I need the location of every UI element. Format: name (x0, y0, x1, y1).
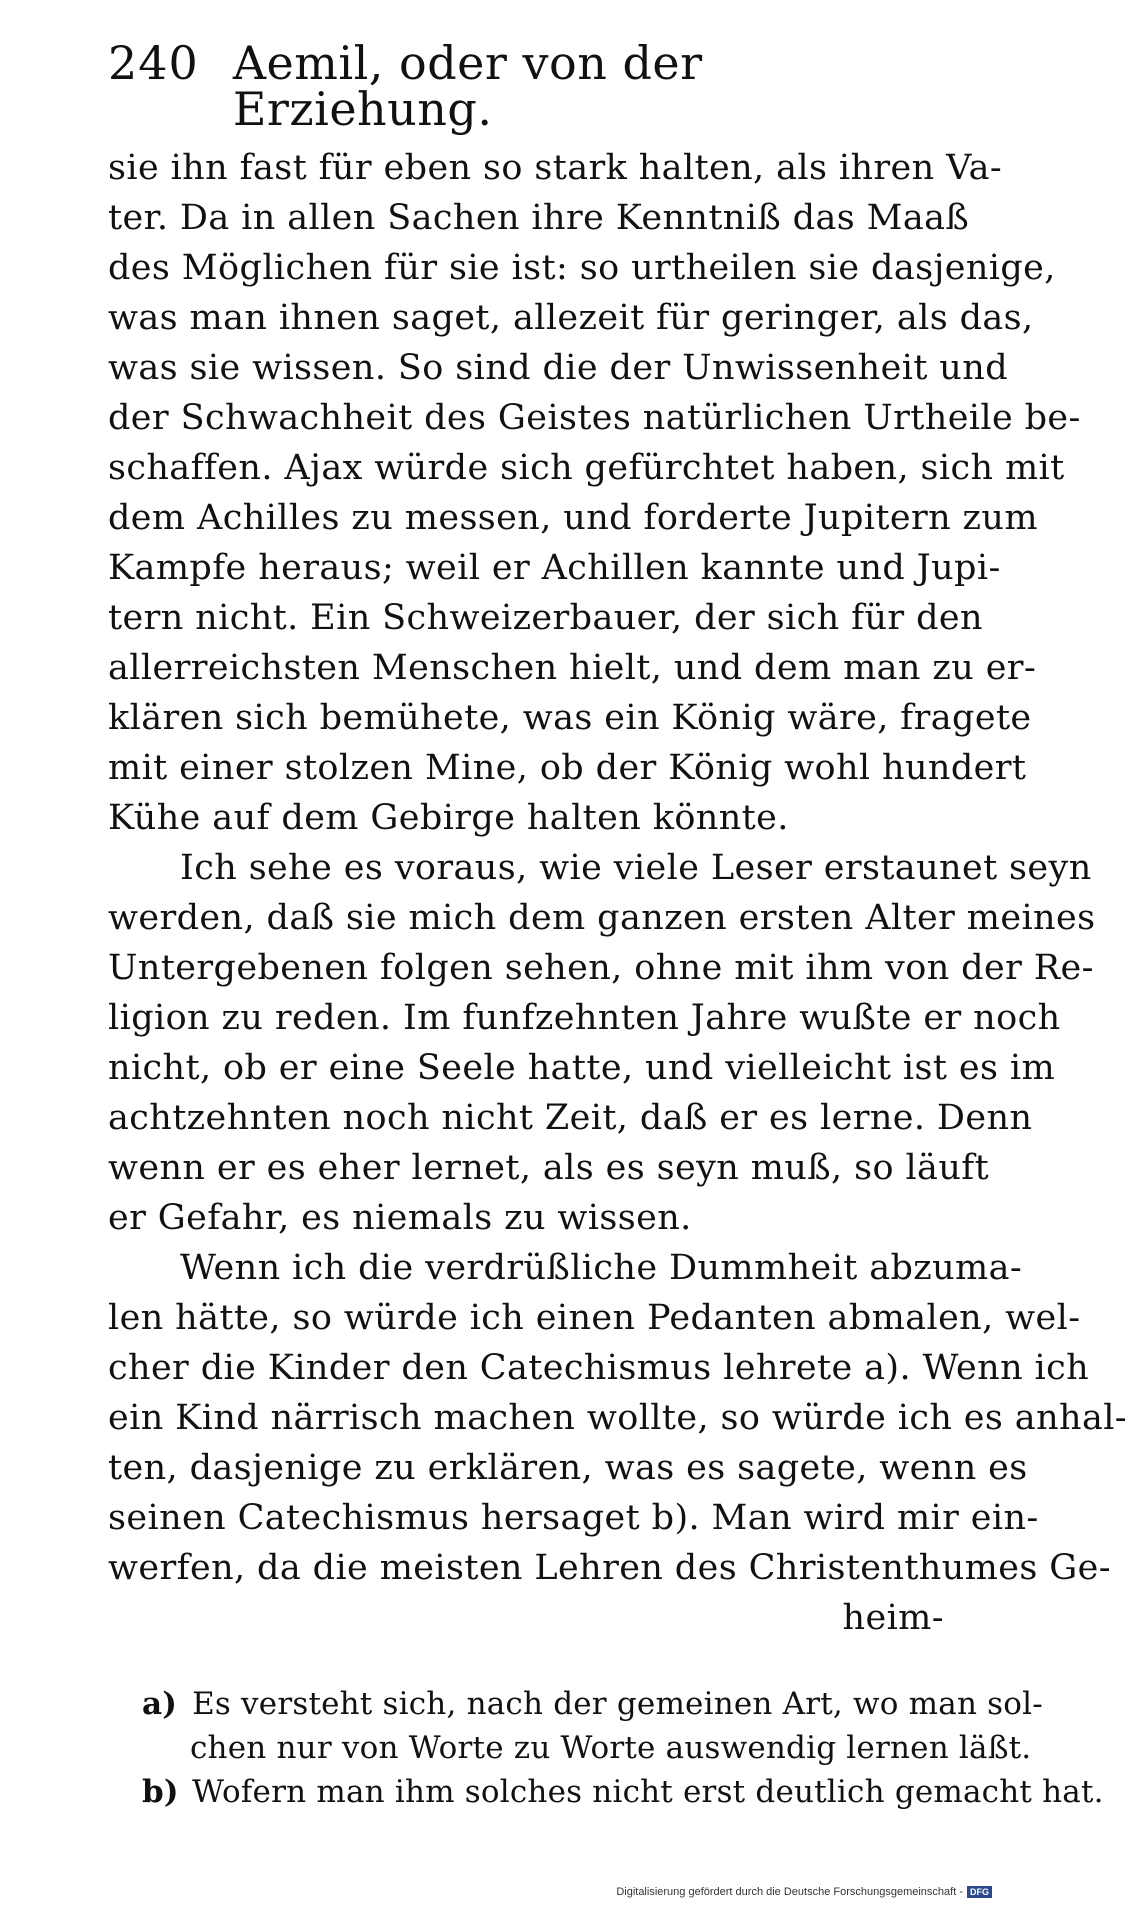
text-line: ein Kind närrisch machen wollte, so würde ich es anhal- (108, 1398, 1127, 1438)
text-line: ligion zu reden. Im funfzehnten Jahre wußte er noch (108, 998, 1061, 1038)
text-line: schaffen. Ajax würde sich gefürchtet haben, sich mit (108, 448, 1065, 488)
text-line: sie ihn fast für eben so stark halten, als ihren Va- (108, 148, 1003, 188)
footnote-a-text: Es versteht sich, nach der gemeinen Art, wo man sol- (192, 1686, 1043, 1722)
text-line: mit einer stolzen Mine, ob der König wohl hundert (108, 748, 1027, 788)
text-line: tern nicht. Ein Schweizerbauer, der sich für den (108, 598, 983, 638)
text-line: klären sich bemühete, was ein König wäre, fragete (108, 698, 1032, 738)
footnote-b-text: Wofern man ihm solches nicht erst deutlich gemacht hat. (192, 1774, 1104, 1810)
text-line: len hätte, so würde ich einen Pedanten abmalen, wel- (108, 1298, 1081, 1338)
text-line: er Gefahr, es niemals zu wissen. (108, 1198, 692, 1238)
text-line: Untergebenen folgen sehen, ohne mit ihm von der Re- (108, 948, 1094, 988)
page-number: 240 (108, 36, 199, 90)
footnote-b (142, 1770, 1104, 1814)
credit-text: Digitalisierung gefördert durch die Deutsche Forschungsgemeinschaft - (616, 1886, 963, 1898)
footnote-marker-b: b) (142, 1774, 179, 1810)
text-line: wenn er es eher lernet, als es seyn muß, so läuft (108, 1148, 990, 1188)
text-line: allerreichsten Menschen hielt, und dem man zu er- (108, 648, 1037, 688)
dfg-logo: DFG (967, 1886, 992, 1898)
text-line: werden, daß sie mich dem ganzen ersten Alter meines (108, 898, 1096, 938)
page-header (108, 36, 948, 136)
text-line: nicht, ob er eine Seele hatte, und vielleicht ist es im (108, 1048, 1056, 1088)
paragraph-start-line: Wenn ich die verdrüßliche Dummheit abzuma- (180, 1248, 1023, 1288)
running-title: Aemil, oder von der Erziehung. (232, 36, 703, 136)
text-line: achtzehnten noch nicht Zeit, daß er es lerne. Denn (108, 1098, 1033, 1138)
text-line: dem Achilles zu messen, und forderte Jupitern zum (108, 498, 1038, 538)
text-line: was man ihnen saget, allezeit für geringer, als das, (108, 298, 1034, 338)
text-line: ten, dasjenige zu erklären, was es sagete, wenn es (108, 1448, 1028, 1488)
text-line: werfen, da die meisten Lehren des Christenthumes Ge- (108, 1548, 1111, 1588)
text-line: der Schwachheit des Geistes natürlichen Urtheile be- (108, 398, 1081, 438)
text-line: ter. Da in allen Sachen ihre Kenntniß das Maaß (108, 198, 970, 238)
footnote-a-continuation: chen nur von Worte zu Worte auswendig lernen läßt. (190, 1730, 1032, 1766)
footnotes (142, 1682, 1104, 1814)
footnote-marker-a: a) (142, 1686, 178, 1722)
main-text (108, 143, 1127, 1643)
text-line: Kampfe heraus; weil er Achillen kannte und Jupi- (108, 548, 1001, 588)
footnote-a (142, 1682, 1043, 1726)
text-line: des Möglichen für sie ist: so urtheilen sie dasjenige, (108, 248, 1056, 288)
paragraph-start-line: Ich sehe es voraus, wie viele Leser erstaunet seyn (180, 848, 1092, 888)
text-line: seinen Catechismus hersaget b). Man wird mir ein- (108, 1498, 1039, 1538)
text-line: cher die Kinder den Catechismus lehrete a). Wenn ich (108, 1348, 1090, 1388)
text-line: was sie wissen. So sind die der Unwissenheit und (108, 348, 1008, 388)
catchword: heim- (842, 1598, 944, 1638)
digitization-credit (616, 1886, 992, 1898)
text-line: Kühe auf dem Gebirge halten könnte. (108, 798, 789, 838)
